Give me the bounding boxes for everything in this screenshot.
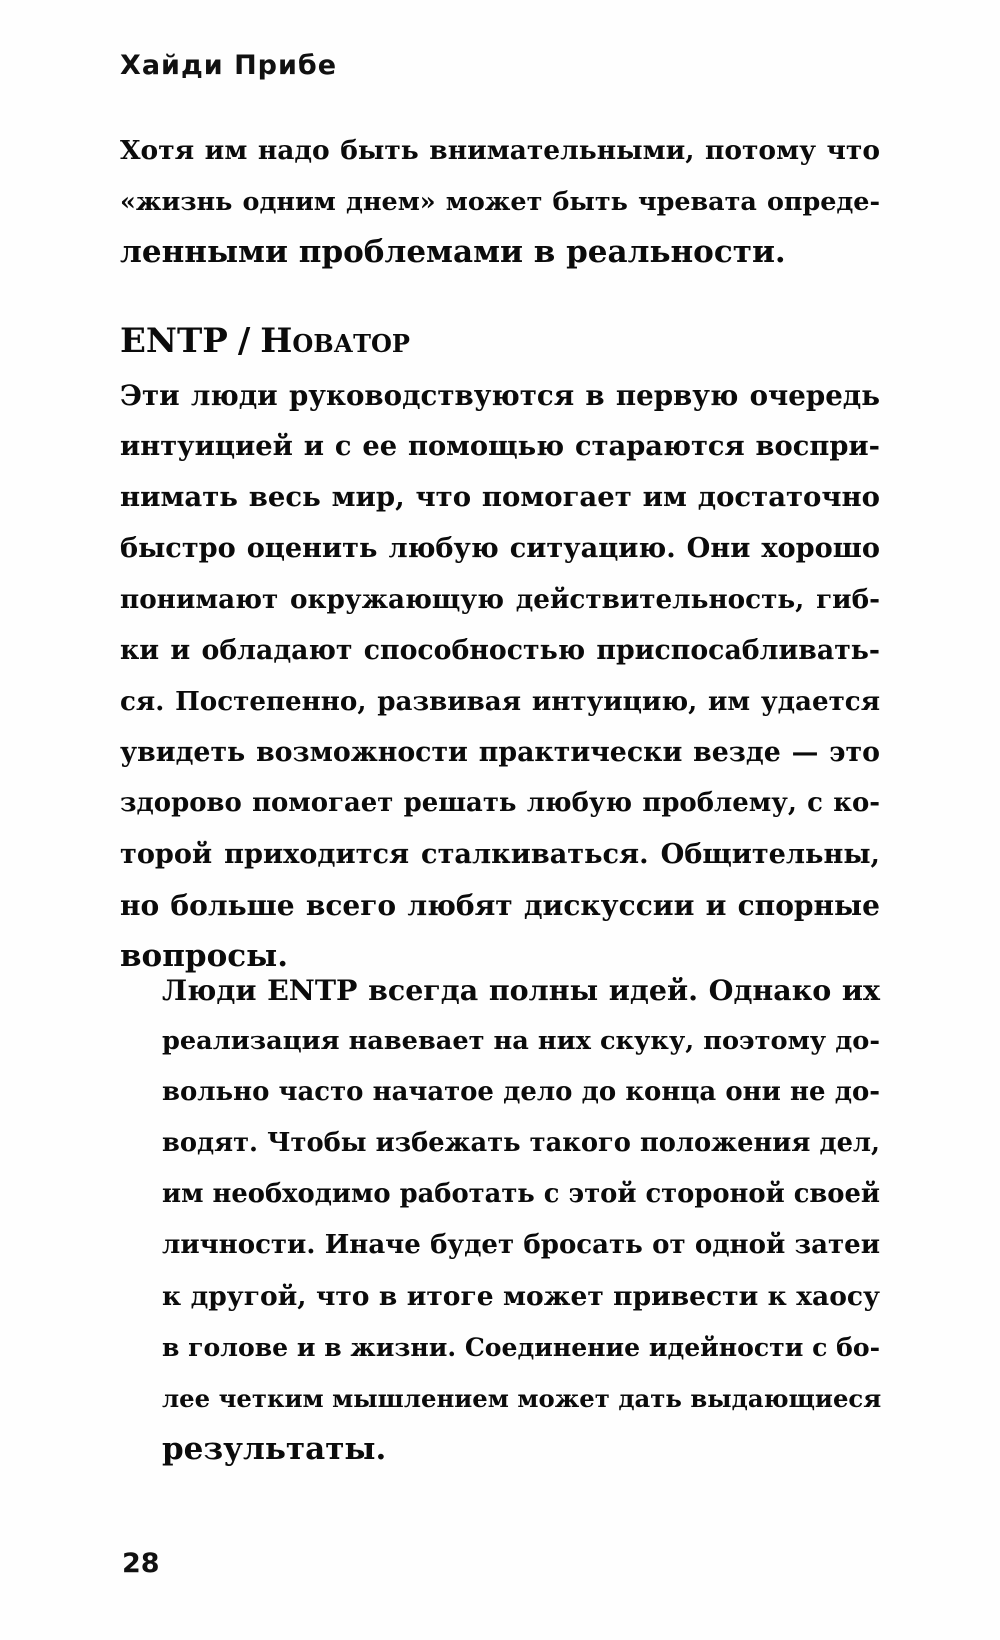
text-line: Хотя им надо быть внимательными, потому что — [120, 135, 880, 166]
section-code: ENTP — [120, 321, 228, 361]
text-line: лее четким мышлением может дать выдающиеся — [162, 1384, 882, 1413]
text-line: в голове и в жизни. Соединение идейности с бо- — [162, 1332, 880, 1362]
text-line: «жизнь одним днем» может быть чревата опреде- — [120, 186, 880, 216]
paragraph-1 — [120, 370, 880, 982]
text-line: вопросы. — [120, 938, 289, 974]
text-line: им необходимо работать с этой стороной своей — [162, 1179, 880, 1209]
text-line: здорово помогает решать любую проблему, с ко- — [120, 788, 880, 818]
text-line: Люди ENTP всегда полны идей. Однако их — [162, 973, 880, 1007]
text-line: личности. Иначе будет бросать от одной затеи — [162, 1230, 880, 1260]
text-line: к другой, что в итоге может привести к хаосу — [162, 1281, 880, 1312]
text-line: быстро оценить любую ситуацию. Они хорошо — [120, 533, 880, 564]
page-number: 28 — [122, 1548, 160, 1579]
text-line: ленными проблемами в реальности. — [120, 234, 786, 270]
text-line: вольно часто начатое дело до конца они не до- — [162, 1077, 880, 1107]
text-line: реализация навевает на них скуку, поэтому до- — [162, 1026, 880, 1056]
paragraph-2 — [120, 965, 880, 1475]
text-line: водят. Чтобы избежать такого положения дел, — [162, 1128, 880, 1158]
text-line: ки и обладают способностью приспосабливать- — [120, 635, 880, 666]
section-name: Новатор — [260, 321, 410, 361]
text-line: результаты. — [162, 1431, 387, 1467]
intro-paragraph — [120, 125, 880, 278]
text-line: но больше всего любят дискуссии и спорные — [120, 889, 880, 922]
text-line: интуицией и с ее помощью стараются воспри- — [120, 430, 880, 462]
text-line: торой приходится сталкиваться. Общительны, — [120, 839, 880, 870]
text-line: ся. Постепенно, развивая интуицию, им удается — [120, 686, 880, 717]
text-line: Эти люди руководствуются в первую очередь — [120, 379, 880, 412]
section-separator: / — [237, 321, 251, 361]
running-head: Хайди Прибе — [120, 50, 338, 81]
text-line: увидеть возможности практически везде — это — [120, 737, 880, 768]
section-heading — [120, 321, 410, 361]
text-line: нимать весь мир, что помогает им достаточно — [120, 481, 880, 513]
text-line: понимают окружающую действительность, гиб- — [120, 584, 880, 615]
